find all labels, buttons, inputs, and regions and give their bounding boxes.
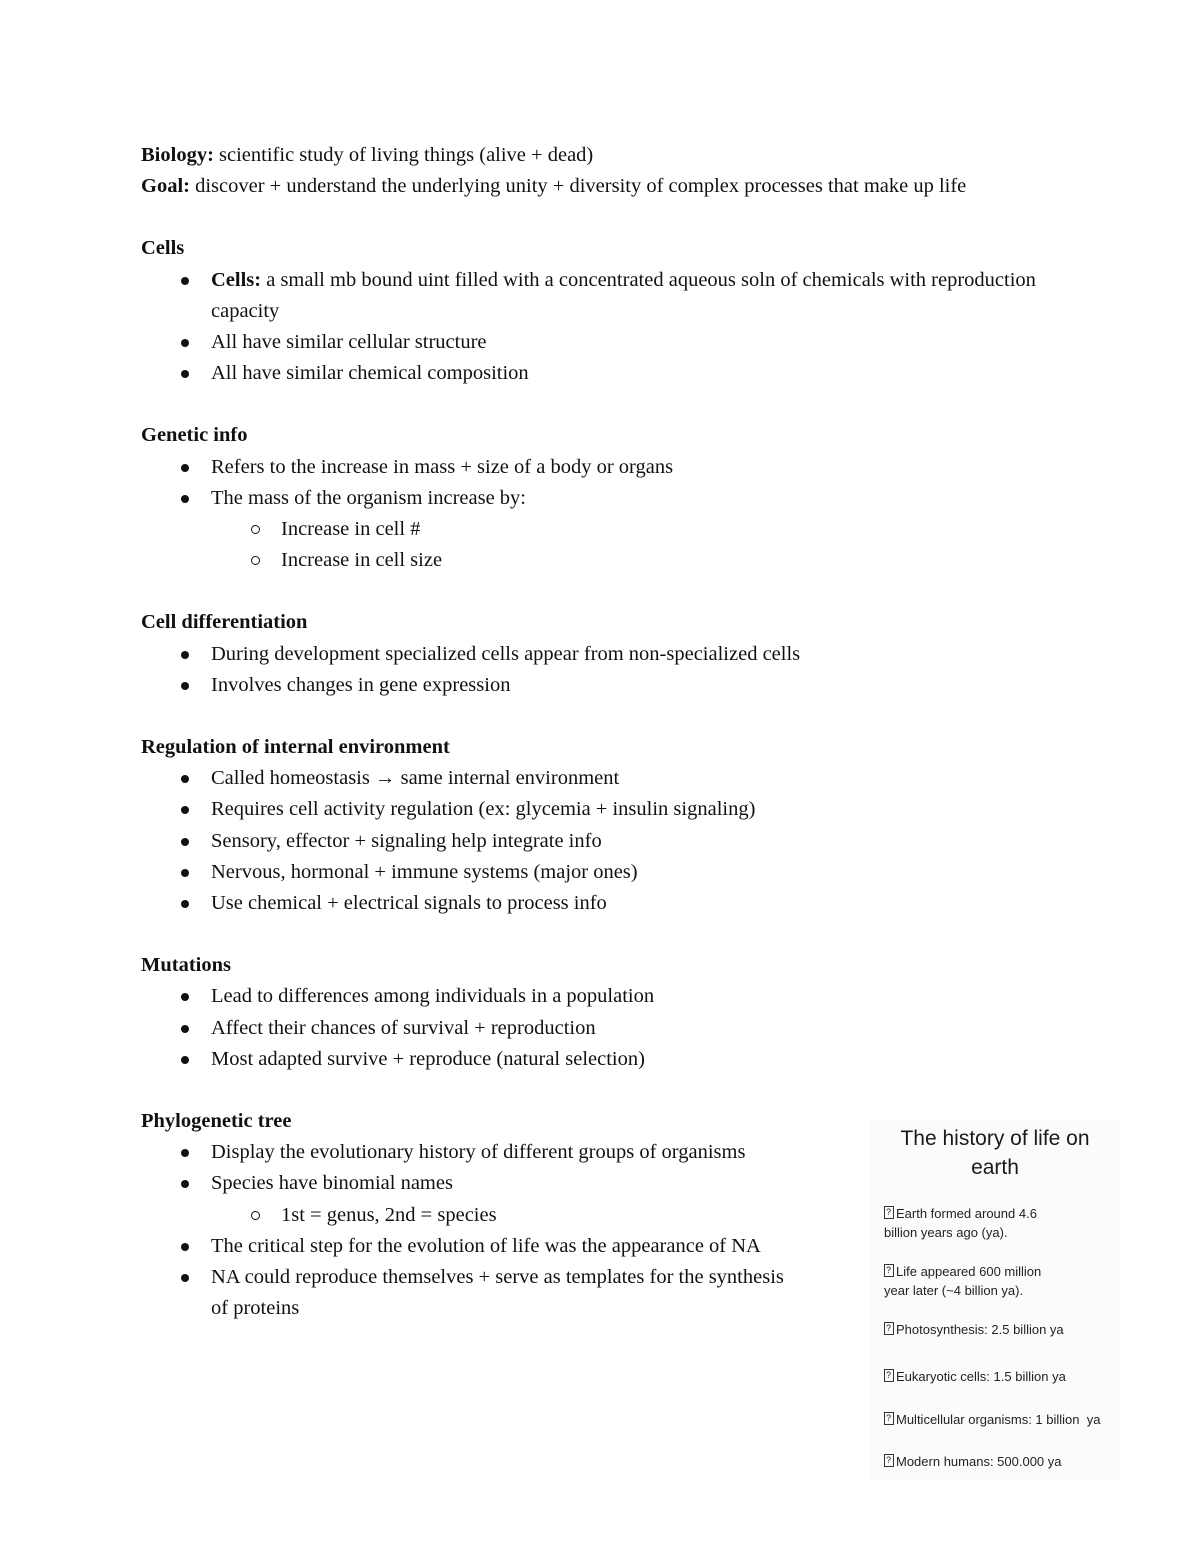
list-item [141,1137,856,1168]
list-item [141,670,1071,701]
section-regulation [141,732,1071,919]
list-item [141,1044,1071,1075]
list-item-text: The critical step for the evolution of life was the appearance of NA [211,1234,761,1257]
list-item [141,1168,856,1230]
section-mutations [141,950,1071,1075]
inset-item-text: Multicellular organisms: 1 billion ya [896,1412,1101,1427]
inset-item-text: Modern humans: 500.000 ya [896,1454,1062,1469]
missing-glyph-icon [884,1454,894,1467]
list-item-text: a small mb bound uint filled with a concentrated aqueous soln of chemicals with reproduction capacity [211,268,1036,322]
list-item-text: Requires cell activity regulation (ex: glycemia + insulin signaling) [211,798,756,821]
inset-item [884,1410,1124,1429]
inset-item-text: Photosynthesis: 2.5 billion ya [896,1322,1064,1337]
list-item [141,358,1046,389]
list-item [141,763,1071,794]
list-item [141,639,1071,670]
sub-list-item-text: Increase in cell # [281,518,421,541]
list-item-text: All have similar cellular structure [211,331,487,354]
section-genetic-info [141,420,1071,576]
goal-term: Goal: [141,175,190,198]
history-of-life-inset [870,1120,1120,1480]
list-item-text: The mass of the organism increase by: [211,486,527,509]
goal-def: discover + understand the underlying unity + diversity of complex processes that make up life [189,175,967,198]
list-item-text: Most adapted survive + reproduce (natural selection) [211,1047,645,1070]
section-heading: Mutations [141,954,231,977]
list-item [141,981,1071,1012]
list-item [141,483,1071,577]
sub-list-item-text: 1st = genus, 2nd = species [281,1203,497,1226]
list-item-text: Affect their chances of survival + reproduction [211,1016,596,1039]
section-heading: Cells [141,237,185,260]
list-item-text: Use chemical + electrical signals to process info [211,892,607,915]
inset-item [884,1320,1120,1339]
goal-definition [141,171,1071,202]
inset-item [884,1452,1120,1471]
missing-glyph-icon [884,1412,894,1425]
biology-term: Biology: [141,144,214,166]
sub-list-item [141,545,1071,576]
list-item [141,826,1071,857]
biology-def: scientific study of living things (alive + dead) [213,144,594,166]
inset-item [884,1204,1064,1242]
section-phylogenetic-tree [141,1106,856,1324]
list-item-text: Nervous, hormonal + immune systems (major ones) [211,860,638,883]
section-heading: Genetic info [141,424,248,447]
inset-item [884,1262,1064,1300]
list-item [141,1013,1071,1044]
list-item [141,1231,856,1262]
list-item-text: Sensory, effector + signaling help integrate info [211,829,602,852]
inset-item-text: Eukaryotic cells: 1.5 billion ya [896,1369,1066,1384]
list-item-text: All have similar chemical composition [211,362,529,385]
inset-item-text: Earth formed around 4.6 billion years ago (ya). [884,1206,1037,1240]
list-item-text: NA could reproduce themselves + serve as templates for the synthesis of proteins [211,1266,784,1320]
list-item [141,452,1071,483]
list-item [141,794,1071,825]
section-heading: Phylogenetic tree [141,1110,292,1133]
sub-list-item [141,1200,856,1231]
section-heading: Cell differentiation [141,611,308,634]
missing-glyph-icon [884,1369,894,1382]
section-heading: Regulation of internal environment [141,736,450,759]
inset-item [884,1367,1120,1386]
missing-glyph-icon [884,1322,894,1335]
section-cells [141,233,1046,389]
missing-glyph-icon [884,1206,894,1219]
section-cell-differentiation [141,607,1071,701]
list-item [141,327,1046,358]
sub-list-item-text: Increase in cell size [281,549,443,572]
list-item-text: During development specialized cells appear from non-specialized cells [211,642,801,665]
inset-title: The history of life on earth [900,1127,1090,1179]
list-item-text: Lead to differences among individuals in a population [211,985,655,1008]
list-item-text: Species have binomial names [211,1172,453,1195]
list-item-text: Involves changes in gene expression [211,673,511,696]
list-item [141,857,1071,888]
sub-list-item [141,514,1071,545]
biology-definition [141,140,1071,171]
list-item-text: Display the evolutionary history of different groups of organisms [211,1141,746,1164]
missing-glyph-icon [884,1264,894,1277]
cells-term: Cells: [211,268,262,291]
list-item-text: Refers to the increase in mass + size of a body or organs [211,455,674,478]
list-item [141,265,1046,327]
list-item [141,1262,856,1324]
inset-item-text: Life appeared 600 million year later (~4 billion ya). [884,1264,1042,1298]
list-item [141,888,1071,919]
list-item-text: Called homeostasis → same internal environment [211,767,620,790]
